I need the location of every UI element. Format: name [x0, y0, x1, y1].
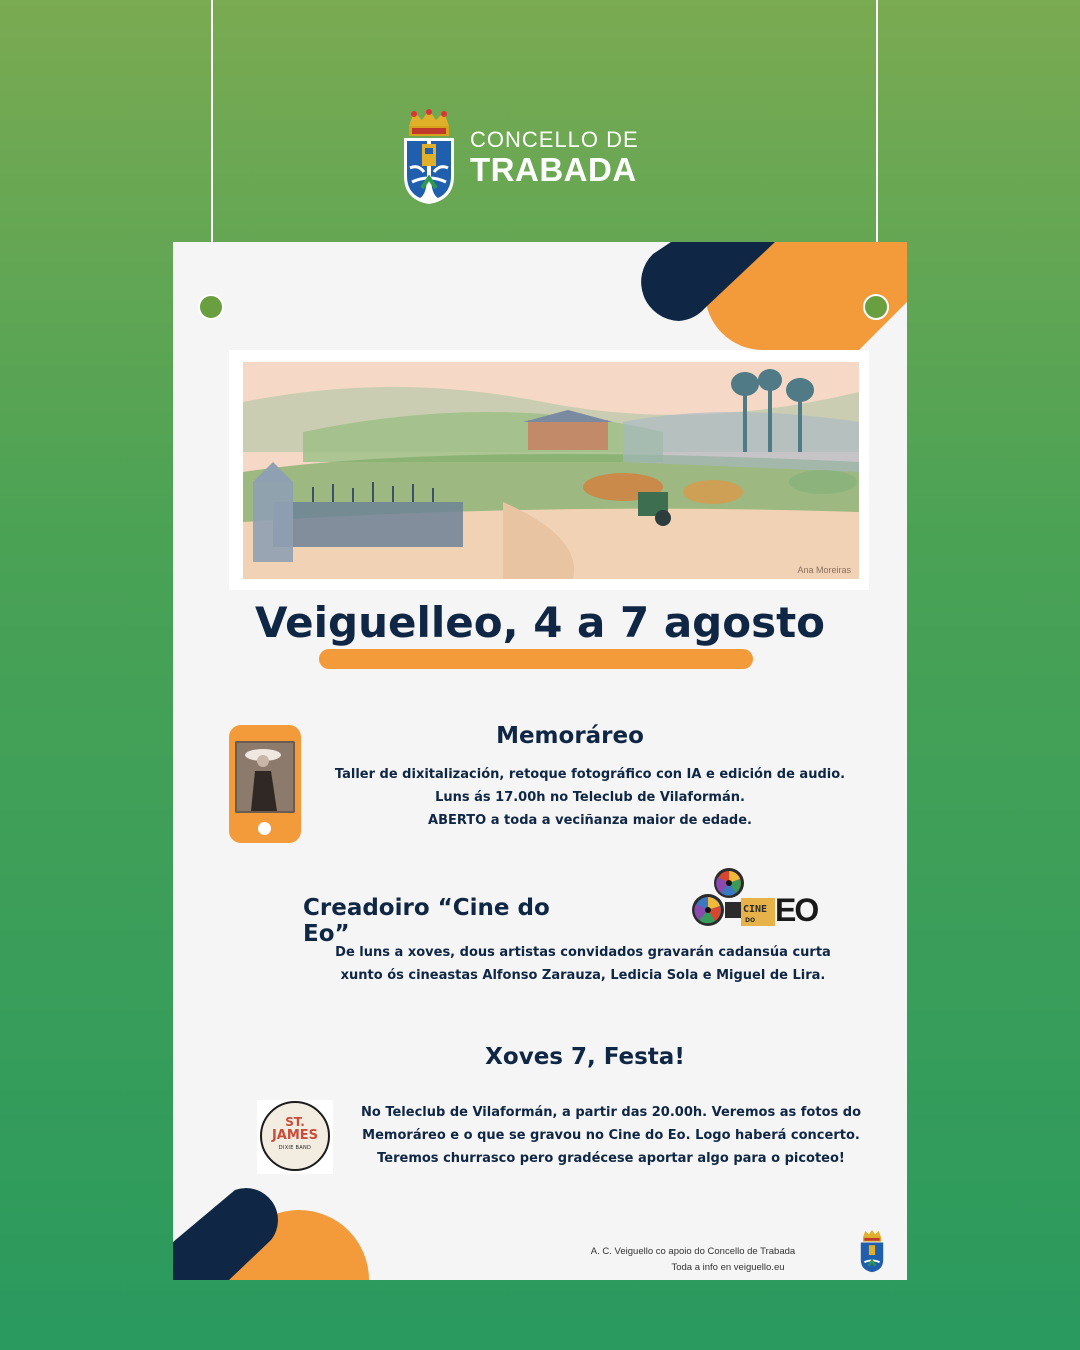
- section-heading-cine-do-eo: Creadoiro “Cine do Eo”: [303, 895, 550, 947]
- landscape-illustration: [243, 362, 859, 579]
- text-line: Luns ás 17.00h no Teleclub de Vilaformán.: [435, 790, 745, 805]
- coat-of-arms-small-icon: [859, 1228, 885, 1274]
- footer-credits: [553, 1244, 863, 1276]
- st-james-dixie-band-logo: [257, 1100, 333, 1174]
- text-line: ABERTO a toda a veciñanza maior de edade.: [428, 813, 752, 828]
- corner-decoration-bottom: [173, 1182, 373, 1280]
- text-line: Taller de dixitalización, retoque fotográfico con IA e edición de audio.: [334, 767, 846, 782]
- pin-left: [198, 294, 224, 320]
- cine-do-eo-logo: [689, 866, 818, 936]
- phone-button: [258, 822, 271, 835]
- section-heading-memorareo: Memoráreo: [496, 723, 644, 749]
- pin-right: [863, 294, 889, 320]
- section-text-festa: [359, 1101, 863, 1170]
- coat-of-arms-icon: [400, 108, 458, 206]
- event-title: Veiguelleo, 4 a 7 agosto: [254, 598, 826, 647]
- landscape-illustration-frame: [229, 350, 869, 590]
- text-line: Teremos churrasco pero gradécese aportar algo para o picoteo!: [377, 1151, 845, 1166]
- cine-logo-do-text: DO: [745, 917, 756, 924]
- cine-logo-eo-text: EO: [775, 892, 818, 928]
- section-text-cine-do-eo: [303, 941, 863, 987]
- concello-header: [400, 108, 639, 206]
- st-james-logo-line2: JAMES: [271, 1128, 319, 1143]
- text-line: No Teleclub de Vilaformán, a partir das 20.00h. Veremos as fotos do: [361, 1105, 861, 1120]
- vintage-photo: [235, 741, 295, 813]
- section-text-memorareo: [323, 763, 857, 832]
- header-line-1: CONCELLO DE: [470, 126, 639, 152]
- illustration-signature: Ana Moreiras: [797, 565, 851, 575]
- text-line: De luns a xoves, dous artistas convidados gravarán cadansúa curta: [335, 945, 831, 960]
- text-line: Memoráreo e o que se gravou no Cine do Eo. Logo haberá concerto.: [362, 1128, 860, 1143]
- title-underline: [319, 649, 753, 669]
- phone-icon: [229, 725, 301, 843]
- footer-line-1: A. C. Veiguello co apoio do Concello de Trabada: [590, 1246, 796, 1257]
- cine-logo-small-text: CINE: [743, 904, 768, 915]
- st-james-logo-line3: DIXIE BAND: [278, 1145, 312, 1151]
- section-heading-festa: Xoves 7, Festa!: [485, 1044, 685, 1070]
- header-line-2: TRABADA: [470, 150, 637, 188]
- st-james-logo-line1: ST.: [285, 1115, 305, 1129]
- footer-line-2: Toda a info en veiguello.eu: [671, 1262, 785, 1273]
- event-poster: [173, 242, 907, 1280]
- text-line: xunto ós cineastas Alfonso Zarauza, Ledicia Sola e Miguel de Lira.: [340, 968, 826, 983]
